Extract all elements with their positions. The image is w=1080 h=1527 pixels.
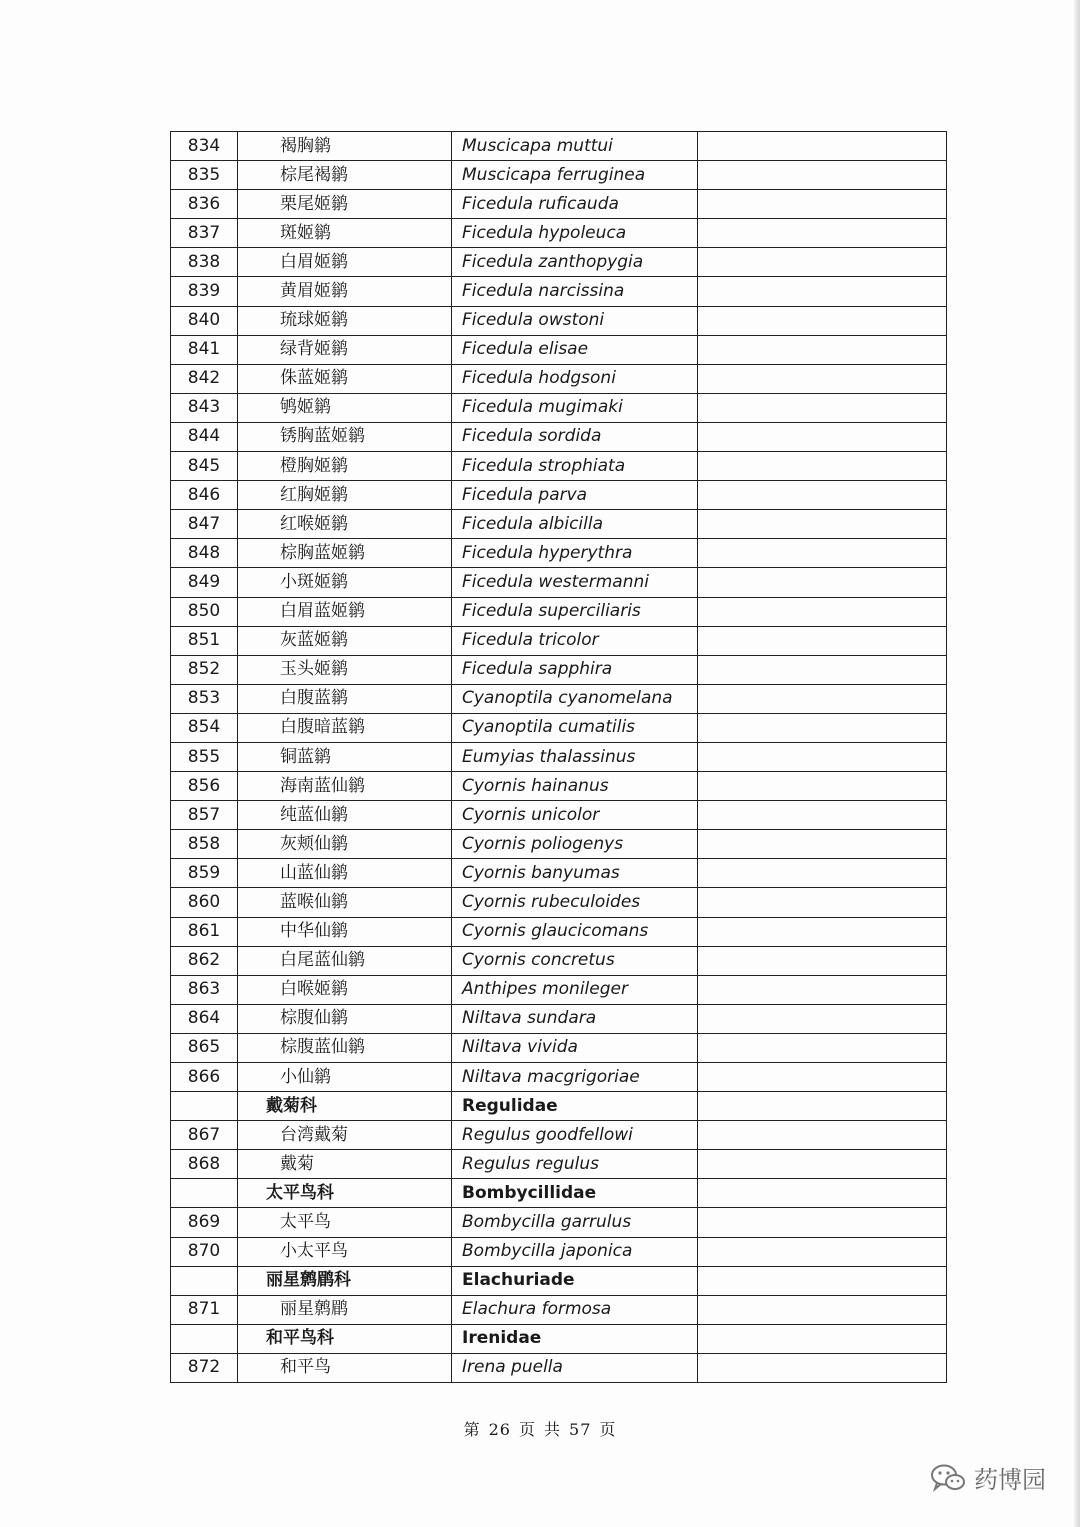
chinese-name: 侏蓝姬鹟: [238, 364, 452, 393]
remarks-cell: [698, 888, 947, 917]
chinese-name: 白喉姬鹟: [238, 975, 452, 1004]
row-number: 864: [171, 1004, 238, 1033]
table-row: [171, 684, 947, 713]
chinese-name: 太平鸟科: [238, 1179, 452, 1208]
scientific-name: Cyornis concretus: [452, 946, 698, 975]
remarks-cell: [698, 335, 947, 364]
chinese-name: 白腹暗蓝鹟: [238, 713, 452, 742]
table-row: [171, 1237, 947, 1266]
scientific-name: Cyanoptila cumatilis: [452, 713, 698, 742]
page-footer: [0, 1417, 1080, 1440]
table-row: [171, 481, 947, 510]
chinese-name: 台湾戴菊: [238, 1121, 452, 1150]
row-number: 851: [171, 626, 238, 655]
row-number: 855: [171, 742, 238, 771]
remarks-cell: [698, 1121, 947, 1150]
row-number: 867: [171, 1121, 238, 1150]
chinese-name: 红胸姬鹟: [238, 481, 452, 510]
scientific-name: Irena puella: [452, 1353, 698, 1382]
row-number: [171, 1324, 238, 1353]
chinese-name: 太平鸟: [238, 1208, 452, 1237]
scientific-name: Ficedula narcissina: [452, 277, 698, 306]
table-row: [171, 132, 947, 161]
chinese-name: 绿背姬鹟: [238, 335, 452, 364]
remarks-cell: [698, 597, 947, 626]
family-row: [171, 1324, 947, 1353]
scan-edge-shadow: [1074, 0, 1080, 1527]
footer-total-pages: 57: [569, 1420, 592, 1439]
scientific-name: Ficedula superciliaris: [452, 597, 698, 626]
chinese-name: 玉头姬鹟: [238, 655, 452, 684]
footer-page-number: 26: [488, 1420, 511, 1439]
scientific-name: Regulus regulus: [452, 1150, 698, 1179]
remarks-cell: [698, 190, 947, 219]
table-row: [171, 946, 947, 975]
table-row: [171, 655, 947, 684]
chinese-name: 棕尾褐鹟: [238, 161, 452, 190]
table-row: [171, 917, 947, 946]
remarks-cell: [698, 1266, 947, 1295]
remarks-cell: [698, 364, 947, 393]
row-number: 872: [171, 1353, 238, 1382]
row-number: [171, 1179, 238, 1208]
remarks-cell: [698, 132, 947, 161]
remarks-cell: [698, 742, 947, 771]
scientific-name: Ficedula ruficauda: [452, 190, 698, 219]
table-row: [171, 1353, 947, 1382]
table-row: [171, 161, 947, 190]
chinese-name: 戴菊科: [238, 1092, 452, 1121]
row-number: 868: [171, 1150, 238, 1179]
remarks-cell: [698, 1033, 947, 1062]
row-number: 849: [171, 568, 238, 597]
family-row: [171, 1092, 947, 1121]
table-row: [171, 568, 947, 597]
chinese-name: 灰颊仙鹟: [238, 830, 452, 859]
table-row: [171, 713, 947, 742]
scientific-name: Ficedula parva: [452, 481, 698, 510]
chinese-name: 小太平鸟: [238, 1237, 452, 1266]
remarks-cell: [698, 830, 947, 859]
family-row: [171, 1266, 947, 1295]
remarks-cell: [698, 422, 947, 451]
remarks-cell: [698, 481, 947, 510]
chinese-name: 中华仙鹟: [238, 917, 452, 946]
remarks-cell: [698, 975, 947, 1004]
remarks-cell: [698, 161, 947, 190]
table-row: [171, 190, 947, 219]
table-row: [171, 975, 947, 1004]
table-row: [171, 364, 947, 393]
watermark-text: 药博园: [974, 1466, 1046, 1494]
row-number: 834: [171, 132, 238, 161]
table-row: [171, 1121, 947, 1150]
row-number: 839: [171, 277, 238, 306]
scientific-name: Muscicapa muttui: [452, 132, 698, 161]
row-number: 871: [171, 1295, 238, 1324]
scientific-name: Cyornis hainanus: [452, 772, 698, 801]
scientific-name: Niltava macgrigoriae: [452, 1063, 698, 1092]
table-row: [171, 1033, 947, 1062]
table-row: [171, 1208, 947, 1237]
chinese-name: 灰蓝姬鹟: [238, 626, 452, 655]
remarks-cell: [698, 510, 947, 539]
row-number: 843: [171, 393, 238, 422]
scientific-name: Elachuriade: [452, 1266, 698, 1295]
table-row: [171, 422, 947, 451]
row-number: 845: [171, 452, 238, 481]
row-number: 863: [171, 975, 238, 1004]
remarks-cell: [698, 859, 947, 888]
row-number: 852: [171, 655, 238, 684]
scientific-name: Niltava vivida: [452, 1033, 698, 1062]
remarks-cell: [698, 1004, 947, 1033]
scientific-name: Ficedula mugimaki: [452, 393, 698, 422]
scientific-name: Ficedula westermanni: [452, 568, 698, 597]
scientific-name: Regulidae: [452, 1092, 698, 1121]
chinese-name: 小仙鹟: [238, 1063, 452, 1092]
scientific-name: Ficedula albicilla: [452, 510, 698, 539]
footer-total-prefix: 共: [544, 1420, 562, 1439]
row-number: 860: [171, 888, 238, 917]
scientific-name: Ficedula tricolor: [452, 626, 698, 655]
remarks-cell: [698, 713, 947, 742]
chinese-name: 白尾蓝仙鹟: [238, 946, 452, 975]
table-row: [171, 1150, 947, 1179]
scientific-name: Bombycilla garrulus: [452, 1208, 698, 1237]
table-row: [171, 801, 947, 830]
scientific-name: Bombycillidae: [452, 1179, 698, 1208]
table-body: [171, 132, 947, 1383]
chinese-name: 鸲姬鹟: [238, 393, 452, 422]
scientific-name: Cyornis banyumas: [452, 859, 698, 888]
table-row: [171, 772, 947, 801]
row-number: 842: [171, 364, 238, 393]
row-number: 857: [171, 801, 238, 830]
table-row: [171, 1004, 947, 1033]
remarks-cell: [698, 626, 947, 655]
chinese-name: 白眉蓝姬鹟: [238, 597, 452, 626]
chinese-name: 纯蓝仙鹟: [238, 801, 452, 830]
footer-total-unit: 页: [599, 1420, 617, 1439]
remarks-cell: [698, 684, 947, 713]
row-number: 862: [171, 946, 238, 975]
table-row: [171, 335, 947, 364]
table-row: [171, 888, 947, 917]
row-number: 848: [171, 539, 238, 568]
scientific-name: Bombycilla japonica: [452, 1237, 698, 1266]
chinese-name: 棕胸蓝姬鹟: [238, 539, 452, 568]
chinese-name: 褐胸鹟: [238, 132, 452, 161]
row-number: [171, 1092, 238, 1121]
row-number: 865: [171, 1033, 238, 1062]
table-row: [171, 393, 947, 422]
table-row: [171, 626, 947, 655]
scientific-name: Ficedula hypoleuca: [452, 219, 698, 248]
remarks-cell: [698, 1324, 947, 1353]
remarks-cell: [698, 1353, 947, 1382]
remarks-cell: [698, 539, 947, 568]
chinese-name: 小斑姬鹟: [238, 568, 452, 597]
row-number: 853: [171, 684, 238, 713]
table-row: [171, 1063, 947, 1092]
row-number: 858: [171, 830, 238, 859]
row-number: 866: [171, 1063, 238, 1092]
scientific-name: Regulus goodfellowi: [452, 1121, 698, 1150]
scientific-name: Cyornis unicolor: [452, 801, 698, 830]
remarks-cell: [698, 946, 947, 975]
row-number: 837: [171, 219, 238, 248]
table-row: [171, 742, 947, 771]
chinese-name: 和平鸟科: [238, 1324, 452, 1353]
table-row: [171, 306, 947, 335]
watermark: [930, 1460, 1046, 1495]
scientific-name: Ficedula strophiata: [452, 452, 698, 481]
species-table: [170, 131, 947, 1383]
chinese-name: 栗尾姬鹟: [238, 190, 452, 219]
scientific-name: Elachura formosa: [452, 1295, 698, 1324]
scientific-name: Muscicapa ferruginea: [452, 161, 698, 190]
row-number: 838: [171, 248, 238, 277]
table-row: [171, 539, 947, 568]
scientific-name: Cyornis glaucicomans: [452, 917, 698, 946]
scientific-name: Ficedula hyperythra: [452, 539, 698, 568]
chinese-name: 橙胸姬鹟: [238, 452, 452, 481]
footer-page-unit: 页: [518, 1420, 536, 1439]
chinese-name: 山蓝仙鹟: [238, 859, 452, 888]
scientific-name: Ficedula owstoni: [452, 306, 698, 335]
remarks-cell: [698, 1295, 947, 1324]
chinese-name: 棕腹蓝仙鹟: [238, 1033, 452, 1062]
chinese-name: 白眉姬鹟: [238, 248, 452, 277]
table-row: [171, 859, 947, 888]
scientific-name: Ficedula sapphira: [452, 655, 698, 684]
scientific-name: Niltava sundara: [452, 1004, 698, 1033]
table-row: [171, 510, 947, 539]
chinese-name: 海南蓝仙鹟: [238, 772, 452, 801]
remarks-cell: [698, 772, 947, 801]
chinese-name: 铜蓝鹟: [238, 742, 452, 771]
table-row: [171, 1295, 947, 1324]
scientific-name: Ficedula elisae: [452, 335, 698, 364]
row-number: 835: [171, 161, 238, 190]
scientific-name: Eumyias thalassinus: [452, 742, 698, 771]
scientific-name: Cyanoptila cyanomelana: [452, 684, 698, 713]
chinese-name: 红喉姬鹟: [238, 510, 452, 539]
scientific-name: Anthipes monileger: [452, 975, 698, 1004]
chinese-name: 白腹蓝鹟: [238, 684, 452, 713]
remarks-cell: [698, 917, 947, 946]
chinese-name: 棕腹仙鹟: [238, 1004, 452, 1033]
remarks-cell: [698, 1237, 947, 1266]
remarks-cell: [698, 277, 947, 306]
chinese-name: 锈胸蓝姬鹟: [238, 422, 452, 451]
remarks-cell: [698, 1150, 947, 1179]
row-number: 844: [171, 422, 238, 451]
remarks-cell: [698, 393, 947, 422]
remarks-cell: [698, 568, 947, 597]
row-number: 850: [171, 597, 238, 626]
wechat-icon: [930, 1463, 966, 1493]
table-row: [171, 597, 947, 626]
remarks-cell: [698, 452, 947, 481]
family-row: [171, 1179, 947, 1208]
chinese-name: 丽星鹩鹛: [238, 1295, 452, 1324]
table-row: [171, 219, 947, 248]
chinese-name: 黄眉姬鹟: [238, 277, 452, 306]
chinese-name: 和平鸟: [238, 1353, 452, 1382]
remarks-cell: [698, 655, 947, 684]
remarks-cell: [698, 1092, 947, 1121]
remarks-cell: [698, 219, 947, 248]
row-number: 846: [171, 481, 238, 510]
row-number: 856: [171, 772, 238, 801]
row-number: [171, 1266, 238, 1295]
remarks-cell: [698, 1063, 947, 1092]
table-row: [171, 277, 947, 306]
table-row: [171, 248, 947, 277]
remarks-cell: [698, 306, 947, 335]
remarks-cell: [698, 1179, 947, 1208]
row-number: 870: [171, 1237, 238, 1266]
remarks-cell: [698, 1208, 947, 1237]
footer-prefix: 第: [463, 1420, 481, 1439]
row-number: 869: [171, 1208, 238, 1237]
scientific-name: Ficedula hodgsoni: [452, 364, 698, 393]
scientific-name: Ficedula sordida: [452, 422, 698, 451]
row-number: 861: [171, 917, 238, 946]
chinese-name: 蓝喉仙鹟: [238, 888, 452, 917]
chinese-name: 丽星鹩鹛科: [238, 1266, 452, 1295]
row-number: 840: [171, 306, 238, 335]
remarks-cell: [698, 248, 947, 277]
remarks-cell: [698, 801, 947, 830]
row-number: 859: [171, 859, 238, 888]
row-number: 841: [171, 335, 238, 364]
scientific-name: Ficedula zanthopygia: [452, 248, 698, 277]
row-number: 847: [171, 510, 238, 539]
chinese-name: 琉球姬鹟: [238, 306, 452, 335]
row-number: 854: [171, 713, 238, 742]
scientific-name: Cyornis rubeculoides: [452, 888, 698, 917]
chinese-name: 斑姬鹟: [238, 219, 452, 248]
chinese-name: 戴菊: [238, 1150, 452, 1179]
row-number: 836: [171, 190, 238, 219]
table-row: [171, 830, 947, 859]
scientific-name: Cyornis poliogenys: [452, 830, 698, 859]
scientific-name: Irenidae: [452, 1324, 698, 1353]
table-row: [171, 452, 947, 481]
